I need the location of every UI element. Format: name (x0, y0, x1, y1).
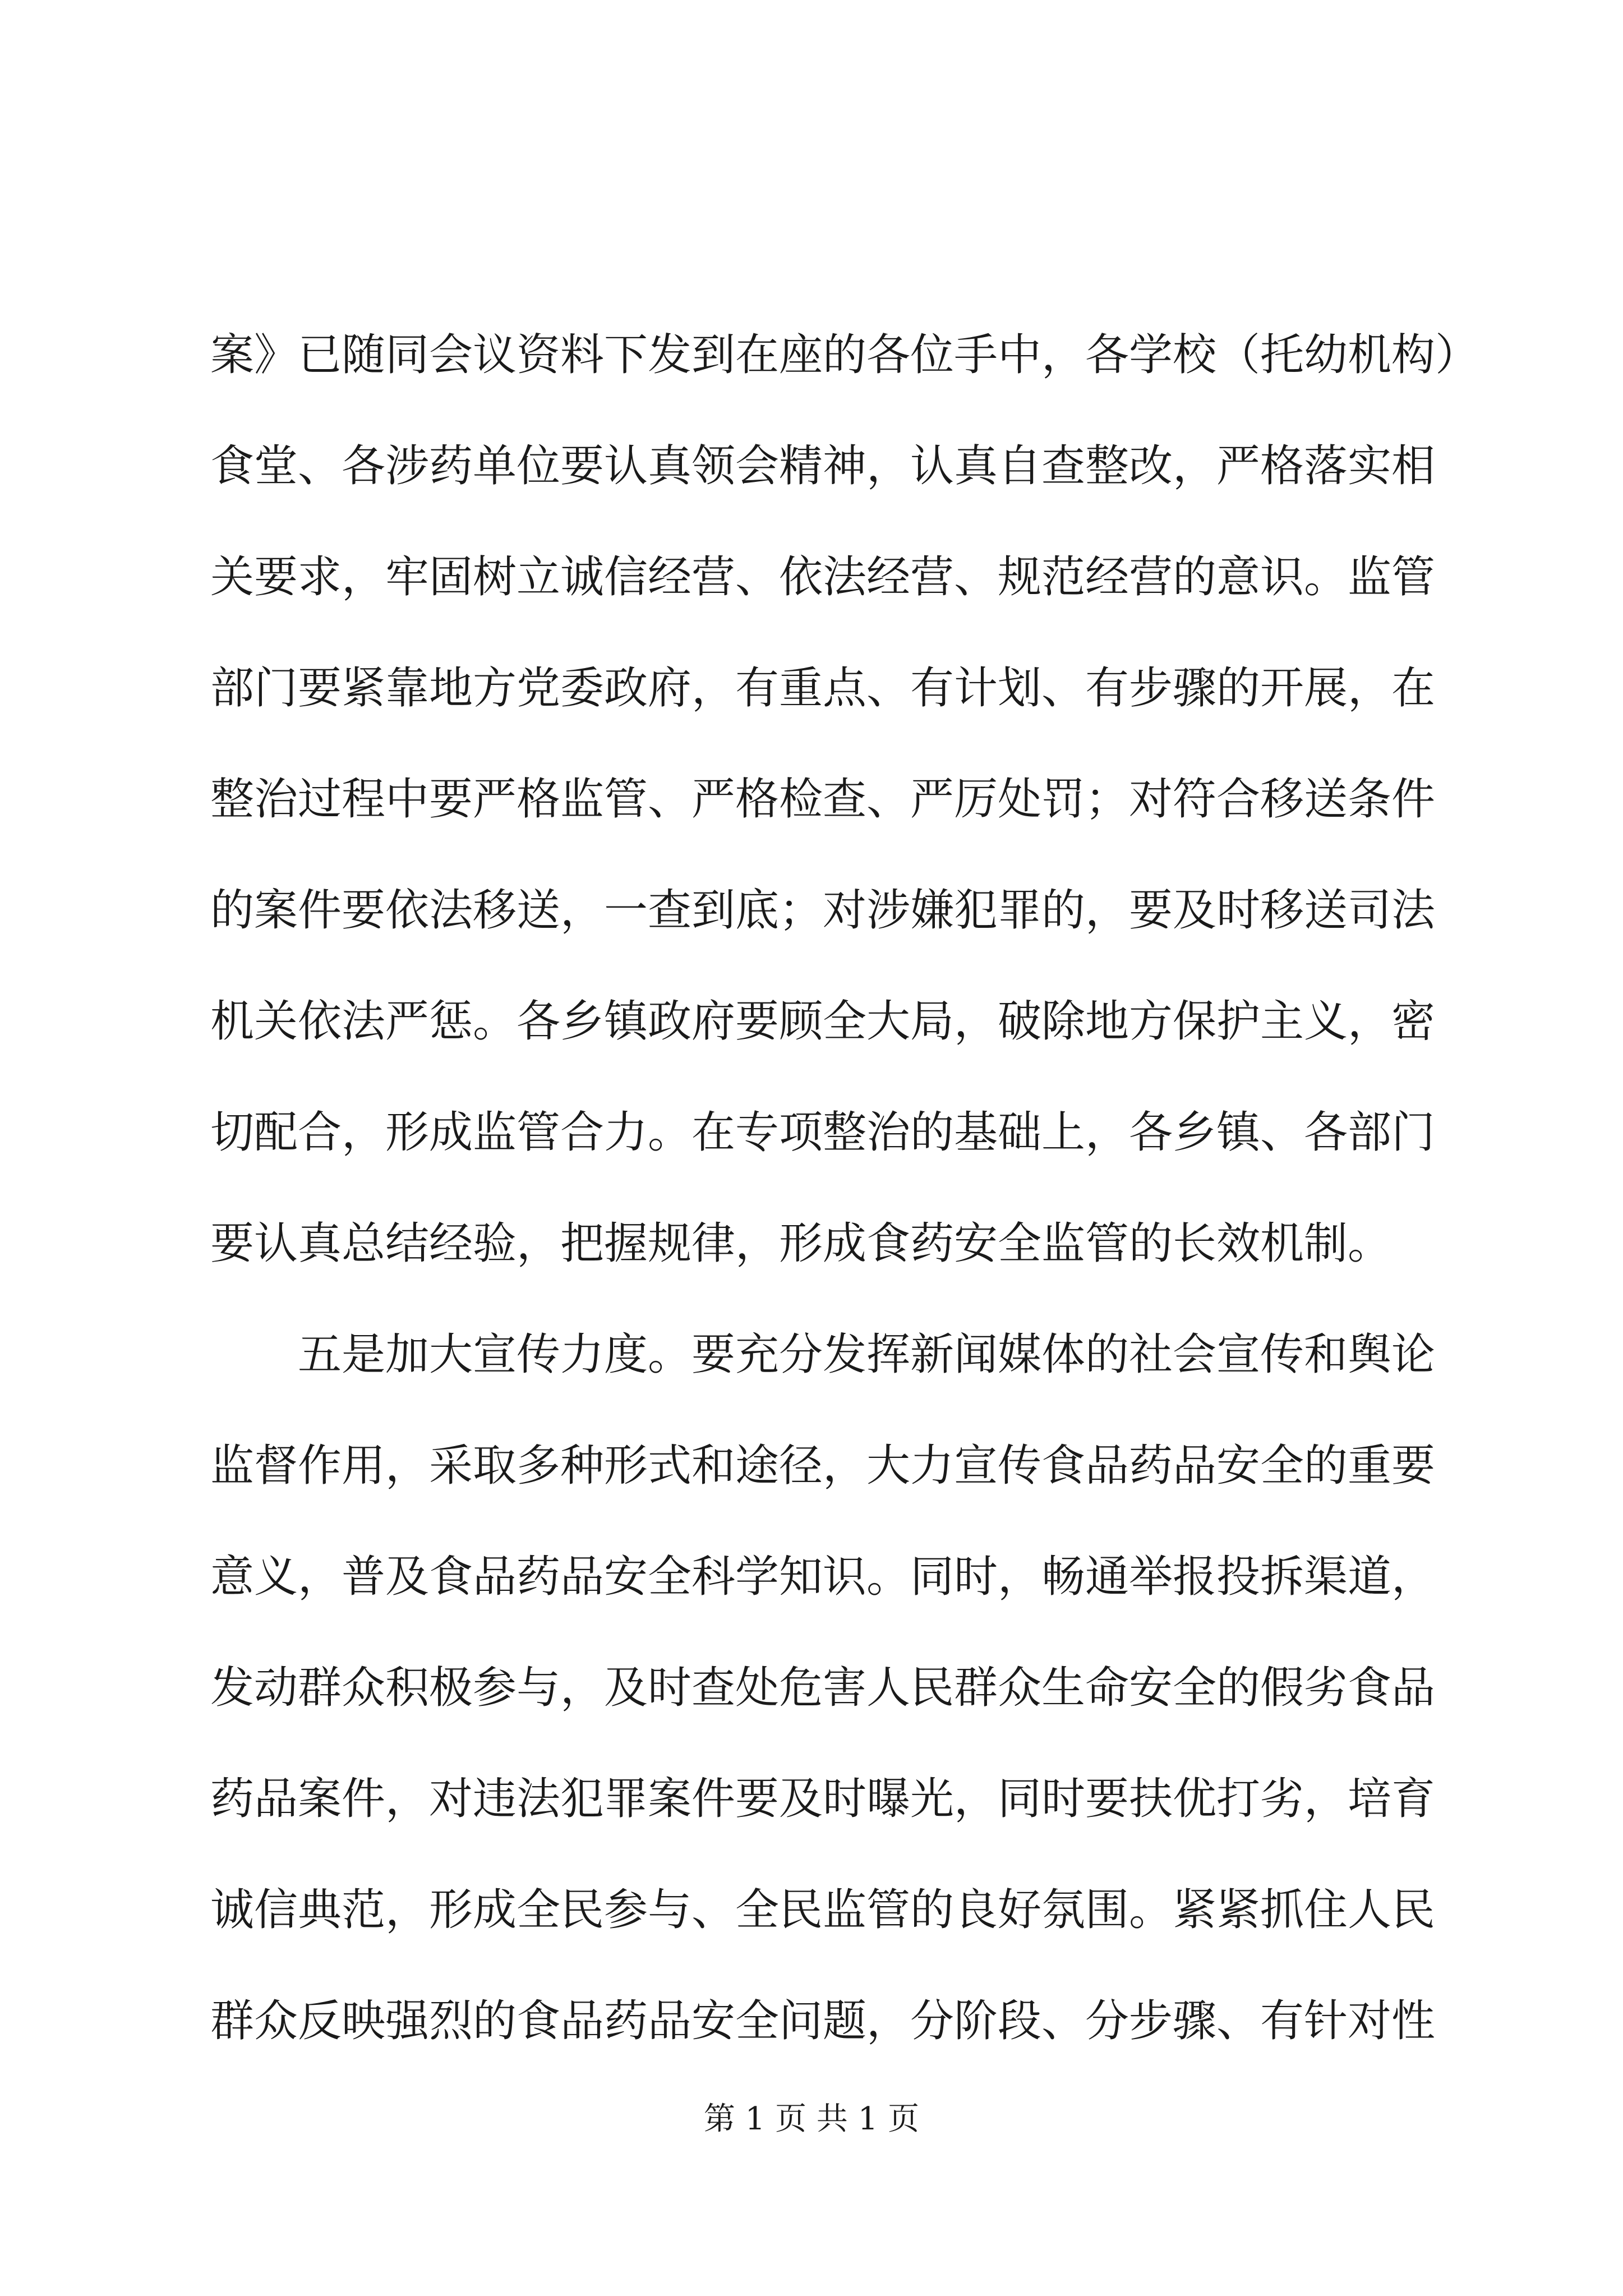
paragraph-2-line-5: 药品案件，对违法犯罪案件要及时曝光，同时要扶优打劣，培育 (210, 1774, 1436, 1824)
paragraph-1-line-4: 部门要紧靠地方党委政府，有重点、有计划、有步骤的开展，在 (210, 663, 1436, 714)
page-footer: 第 1 页 共 1 页 (703, 2101, 920, 2137)
paragraph-1-line-8: 切配合，形成监管合力。在专项整治的基础上，各乡镇、各部门 (210, 1107, 1436, 1158)
paragraph-2-line-4: 发动群众积极参与，及时查处危害人民群众生命安全的假劣食品 (210, 1663, 1436, 1713)
paragraph-2-line-6: 诚信典范，形成全民参与、全民监管的良好氛围。紧紧抓住人民 (210, 1885, 1436, 1935)
paragraph-2-line-1: 五是加大宣传力度。要充分发挥新闻媒体的社会宣传和舆论 (298, 1329, 1436, 1380)
paragraph-1-line-6: 的案件要依法移送，一查到底；对涉嫌犯罪的，要及时移送司法 (210, 885, 1436, 936)
paragraph-1-line-5: 整治过程中要严格监管、严格检查、严厉处罚；对符合移送条件 (210, 774, 1436, 825)
paragraph-1-line-7: 机关依法严惩。各乡镇政府要顾全大局，破除地方保护主义，密 (210, 996, 1436, 1047)
paragraph-1-line-3: 关要求，牢固树立诚信经营、依法经营、规范经营的意识。监管 (210, 552, 1436, 602)
paragraph-1-line-2: 食堂、各涉药单位要认真领会精神，认真自查整改，严格落实相 (210, 441, 1436, 491)
paragraph-2-line-3: 意义，普及食品药品安全科学知识。同时，畅通举报投拆渠道， (210, 1552, 1436, 1602)
paragraph-2-line-7: 群众反映强烈的食品药品安全问题，分阶段、分步骤、有针对性 (210, 1996, 1436, 2046)
paragraph-1-line-9: 要认真总结经验，把握规律，形成食药安全监管的长效机制。 (210, 1218, 1392, 1269)
paragraph-2-line-2: 监督作用，采取多种形式和途径，大力宣传食品药品安全的重要 (210, 1441, 1436, 1491)
paragraph-1-line-1: 案》已随同会议资料下发到在座的各位手中，各学校（托幼机构） (210, 330, 1479, 380)
